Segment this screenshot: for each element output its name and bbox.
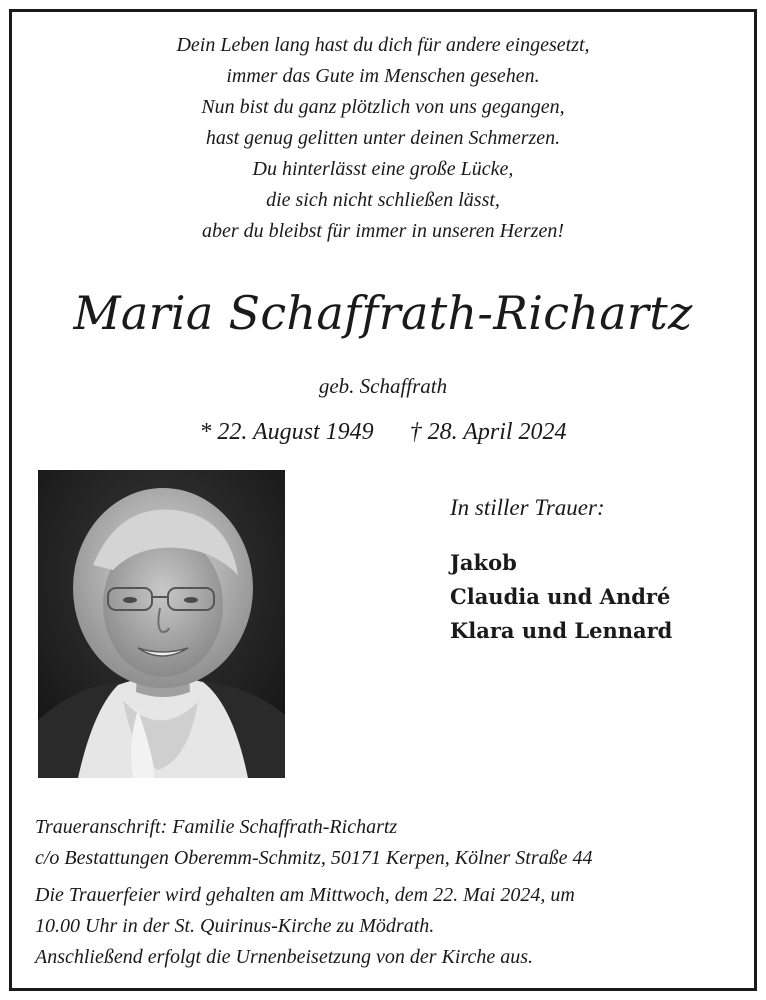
maiden-name: geb. Schaffrath — [318, 374, 448, 398]
poem-line: hast genug gelitten unter deinen Schmerzen. — [205, 127, 561, 149]
service-line: Anschließend erfolgt die Urnenbeisetzung von der Kirche aus. — [35, 946, 534, 968]
address-line: c/o Bestattungen Oberemm-Schmitz, 50171 Kerpen, Kölner Straße 44 — [35, 847, 593, 869]
mourners-list — [450, 546, 672, 648]
poem-line: aber du bleibst für immer in unseren Herzen! — [202, 220, 564, 242]
service-line: Die Trauerfeier wird gehalten am Mittwoch, dem 22. Mai 2024, um — [35, 884, 575, 906]
mourner-name: Klara und Lennard — [450, 618, 673, 643]
poem — [0, 30, 766, 247]
death-date: † 28. April 2024 — [409, 419, 567, 445]
life-dates — [0, 419, 766, 446]
funeral-service-info — [35, 880, 735, 973]
poem-line: die sich nicht schließen lässt, — [266, 189, 500, 211]
mourner-name: Claudia und André — [450, 584, 671, 609]
mourner-name: Jakob — [450, 550, 517, 575]
birth-date: * 22. August 1949 — [199, 419, 374, 445]
mourners-heading: In stiller Trauer: — [450, 495, 605, 520]
poem-line: Du hinterlässt eine große Lücke, — [252, 158, 514, 180]
poem-line: Dein Leben lang hast du dich für andere eingesetzt, — [176, 34, 590, 56]
address-line: Traueranschrift: Familie Schaffrath-Richartz — [35, 816, 398, 838]
deceased-name: Maria Schaffrath-Richartz — [73, 286, 693, 340]
poem-line: Nun bist du ganz plötzlich von uns gegangen, — [201, 96, 565, 118]
poem-line: immer das Gute im Menschen gesehen. — [226, 65, 540, 87]
portrait-photo — [38, 470, 285, 778]
service-line: 10.00 Uhr in der St. Quirinus-Kirche zu Mödrath. — [35, 915, 435, 937]
mourning-address — [35, 812, 593, 874]
